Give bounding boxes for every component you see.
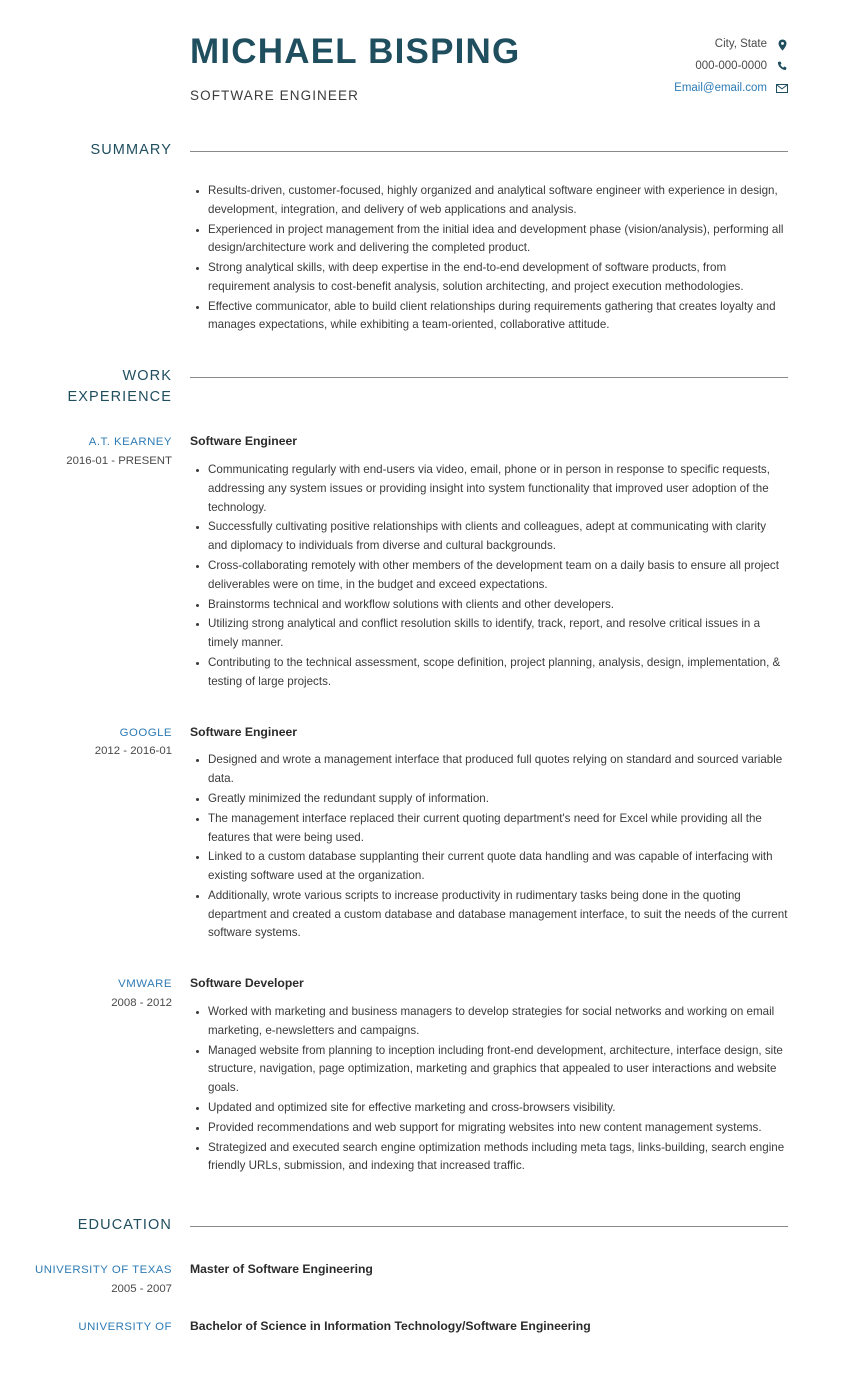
employer-name: VMWARE xyxy=(118,978,172,991)
name-block xyxy=(190,28,638,103)
job-title: SOFTWARE ENGINEER xyxy=(190,88,359,104)
section-education xyxy=(32,1215,788,1236)
spacer xyxy=(32,408,788,434)
list-item: Updated and optimized site for effective marketing and cross-browsers visibility. xyxy=(208,1099,788,1118)
education-dates: 2005 - 2007 xyxy=(111,1282,172,1295)
employment-dates: 2016-01 - PRESENT xyxy=(66,454,172,467)
work-heading-col xyxy=(32,366,190,408)
list-item: Worked with marketing and business managers to develop strategies for social networks and working on email marketing, e-newsletters and campaigns. xyxy=(208,1003,788,1041)
section-work-experience xyxy=(32,366,788,408)
spacer xyxy=(32,336,788,366)
school-name: UNIVERSITY OF xyxy=(78,1320,172,1333)
list-item: Cross-collaborating remotely with other members of the development team on a daily basis to ensure all project deliverables were on time, in the budget and exceed expectations. xyxy=(208,557,788,595)
spacer xyxy=(32,1195,788,1215)
spacer xyxy=(32,711,788,725)
list-item: Linked to a custom database supplanting their current quote data handling and was capable of interfacing with existing software used at the organization. xyxy=(208,848,788,886)
experience-entry xyxy=(32,434,788,710)
experience-details xyxy=(190,434,788,710)
education-meta xyxy=(32,1262,190,1298)
list-item: Successfully cultivating positive relationships with clients and colleagues, adept at communicating with clarity and diplomacy to individuals from diverse and cultural backgrounds. xyxy=(208,518,788,556)
education-details xyxy=(190,1319,788,1376)
contact-phone xyxy=(638,60,788,73)
list-item: Greatly minimized the redundant supply of information. xyxy=(208,790,788,809)
list-item: Additionally, wrote various scripts to increase productivity in rudimentary tasks being done in the quoting department and created a custom database and database management interface, to suit the needs of the current software systems. xyxy=(208,887,788,943)
summary-heading-col xyxy=(32,140,190,161)
list-item: Results-driven, customer-focused, highly organized and analytical software engineer with experience in design, development, integration, and delivery of web applications and analysis. xyxy=(208,182,788,220)
education-heading-col xyxy=(32,1215,190,1236)
experience-meta xyxy=(32,434,190,470)
experience-details xyxy=(190,976,788,1195)
list-item: Effective communicator, able to build client relationships during requirements gathering that creates loyalty and manages expectations, while exhibiting a team-oriented, collaborative attitude. xyxy=(208,298,788,336)
section-divider xyxy=(190,377,788,378)
experience-meta xyxy=(32,725,190,761)
experience-meta xyxy=(32,976,190,1012)
resume-header xyxy=(32,28,788,104)
job-role-title: Software Engineer xyxy=(190,724,298,739)
contact-phone-text: 000-000-0000 xyxy=(695,59,767,72)
list-item: Strong analytical skills, with deep expertise in the end-to-end development of software products, from requirement analysis to cost-benefit analysis, solution architecting, and project execution methodologies. xyxy=(208,259,788,297)
contact-email[interactable] xyxy=(638,82,788,95)
list-item: Communicating regularly with end-users via video, email, phone or in person in response to specific requests, addressing any system issues or providing insight into system functionality that improved user adoption of the technology. xyxy=(208,461,788,517)
employer-name: A.T. KEARNEY xyxy=(88,436,172,449)
envelope-icon xyxy=(776,82,788,95)
contact-location xyxy=(638,38,788,51)
list-item: Contributing to the technical assessment, scope definition, project planning, analysis, design, implementation, & testing of large projects. xyxy=(208,654,788,692)
education-entry xyxy=(32,1319,788,1376)
work-divider-col xyxy=(190,366,788,378)
contact-block xyxy=(638,28,788,104)
education-meta xyxy=(32,1319,190,1338)
list-item: Utilizing strong analytical and conflict resolution skills to identify, track, report, and resolve critical issues in a timely manner. xyxy=(208,615,788,653)
job-role-title: Software Developer xyxy=(190,976,304,991)
degree-title: Master of Software Engineering xyxy=(190,1262,373,1277)
contact-email-text[interactable]: Email@email.com xyxy=(674,81,767,94)
education-details xyxy=(190,1262,788,1319)
experience-details xyxy=(190,725,788,963)
section-summary xyxy=(32,140,788,336)
section-heading-summary: SUMMARY xyxy=(90,142,172,158)
experience-entry xyxy=(32,725,788,963)
degree-title: Bachelor of Science in Information Technology/Software Engineering xyxy=(190,1318,591,1333)
list-item: Managed website from planning to inception including front-end development, architecture, interface design, site structure, navigation, page optimization, marketing and graphics that appealed to user interactions and website goals. xyxy=(208,1042,788,1098)
section-divider xyxy=(190,1226,788,1227)
spacer xyxy=(32,1236,788,1262)
location-pin-icon xyxy=(776,38,788,51)
job-role-title: Software Engineer xyxy=(190,434,298,449)
education-entry xyxy=(32,1262,788,1319)
list-item: Brainstorms technical and workflow solutions with clients and other developers. xyxy=(208,596,788,615)
contact-location-text: City, State xyxy=(714,37,767,50)
list-item: Strategized and executed search engine optimization methods including meta tags, links-building, search engine friendly URLs, submission, and indexing that increased traffic. xyxy=(208,1139,788,1177)
spacer xyxy=(32,962,788,976)
list-item: Designed and wrote a management interface that produced full quotes relying on standard and sourced variable data. xyxy=(208,751,788,789)
experience-entry xyxy=(32,976,788,1195)
section-heading-education: EDUCATION xyxy=(77,1217,172,1234)
page-title: MICHAEL BISPING xyxy=(190,32,521,71)
list-item: The management interface replaced their current quoting department's need for Excel while providing all the features that were being used. xyxy=(208,810,788,848)
list-item: Provided recommendations and web support for migrating websites into new content management systems. xyxy=(208,1119,788,1138)
employment-dates: 2008 - 2012 xyxy=(111,996,172,1009)
phone-icon xyxy=(776,60,788,73)
summary-bullets xyxy=(190,152,788,335)
list-item: Experienced in project management from the initial idea and development phase (vision/analysis), performing all design/architecture work and delivering the completed product. xyxy=(208,221,788,259)
employer-name: GOOGLE xyxy=(119,726,172,739)
education-divider-col xyxy=(190,1215,788,1227)
section-heading-work-line1: WORK xyxy=(122,368,172,385)
section-heading-work-line2: EXPERIENCE xyxy=(67,389,172,406)
school-name: UNIVERSITY OF TEXAS xyxy=(35,1264,172,1277)
summary-content xyxy=(190,140,788,336)
employment-dates: 2012 - 2016-01 xyxy=(94,745,172,758)
